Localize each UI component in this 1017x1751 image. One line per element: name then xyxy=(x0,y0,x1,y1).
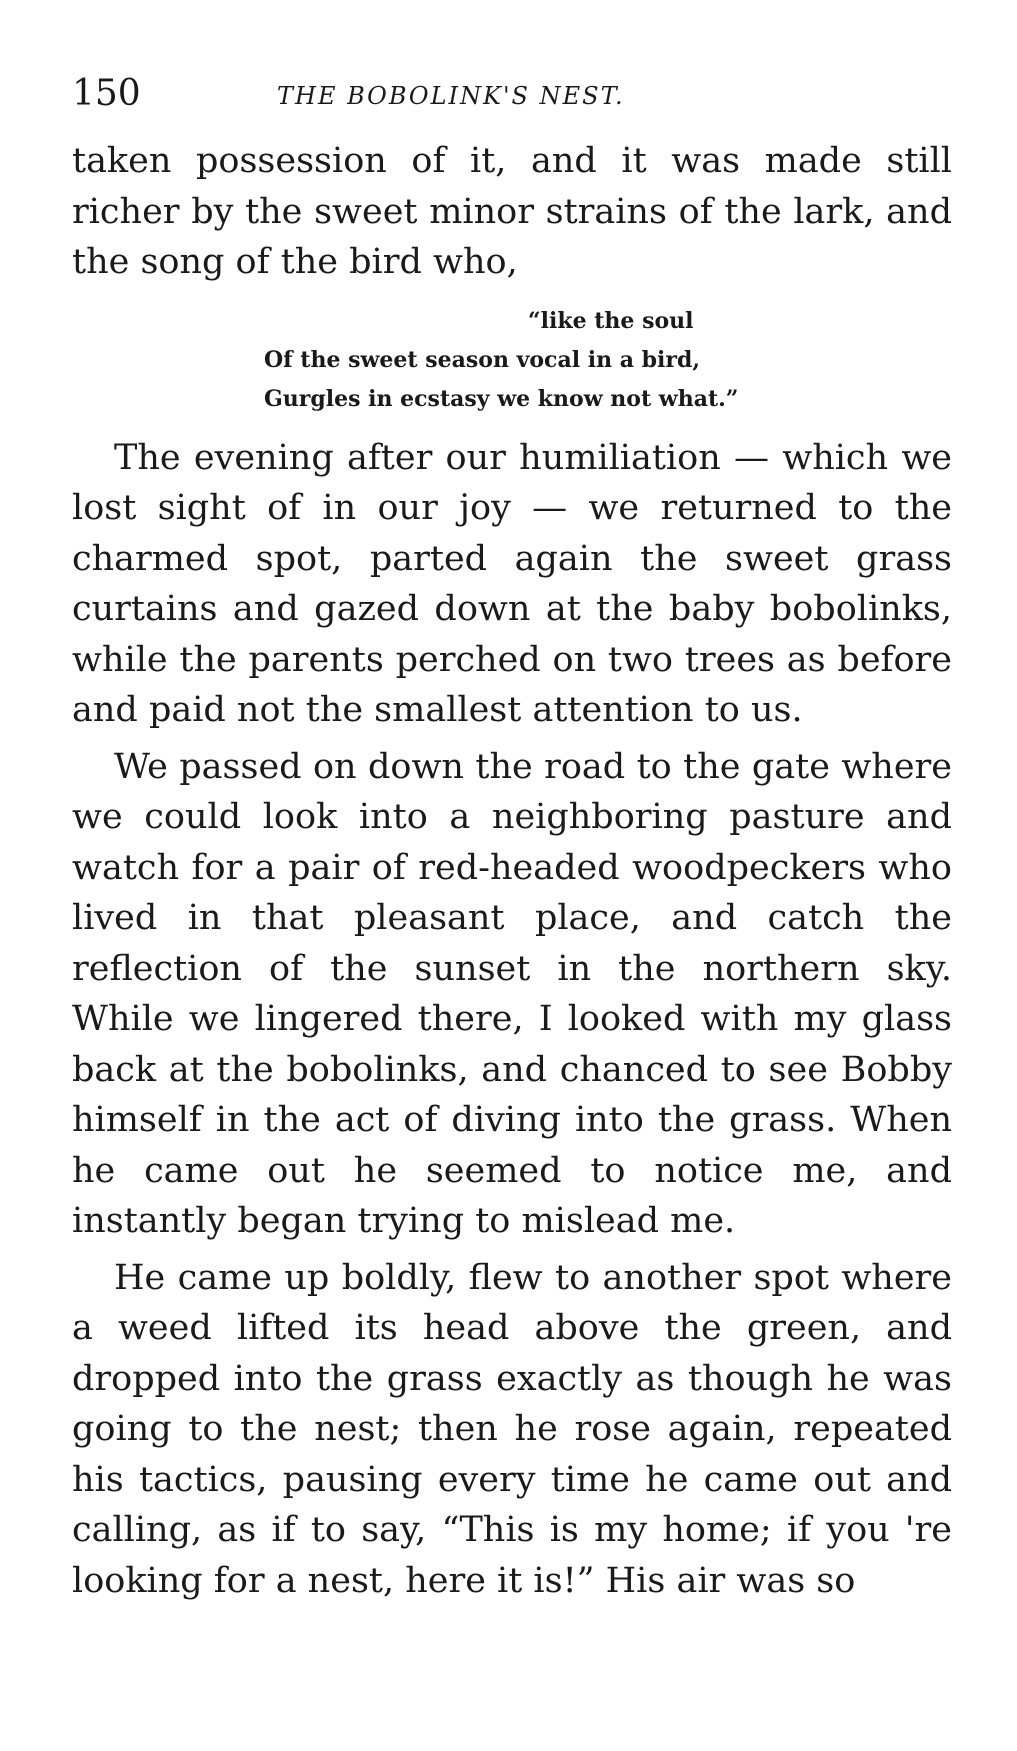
paragraph-tactics: He came up boldly, flew to another spot where a weed lifted its head above the green, and dropped into the grass exactly as though he was going to the nest; then he rose again, repeated his tactics, pausing every time he came out and calling, as if to say, “This is my home; if you 're looking for a nest, here it is!” His air was so xyxy=(72,1257,952,1601)
paragraph-evening: The evening after our humiliation — which we lost sight of in our joy — we returned to the charmed spot, parted again the sweet grass curtains and gazed down at the baby bobolinks, while the parents perched on two trees as before and paid not the smallest attention to us. xyxy=(72,437,952,730)
quote-line-2: Of the sweet season vocal in a bird, xyxy=(264,346,701,373)
verse-quotation xyxy=(72,302,952,419)
quote-line-3: Gurgles in ecstasy we know not what.” xyxy=(264,385,739,412)
book-page xyxy=(72,70,952,1606)
paragraph-gate: We passed on down the road to the gate where we could look into a neighboring pasture and watch for a pair of red-headed woodpeckers who lived in that pleasant place, and catch the reflection of the sunset in the northern sky. While we lingered there, I looked with my glass back at the bobolinks, and chanced to see Bobby himself in the act of diving into the grass. When he came out he seemed to notice me, and instantly began trying to mislead me. xyxy=(72,746,952,1241)
running-title: THE BOBOLINK'S NEST. xyxy=(277,82,625,110)
page-number: 150 xyxy=(72,73,141,114)
quote-line-1: “like the soul xyxy=(528,307,694,334)
paragraph-continuation: taken possession of it, and it was made still richer by the sweet minor strains of the lark, and the song of the bird who, xyxy=(72,141,952,282)
page-header xyxy=(72,70,952,130)
